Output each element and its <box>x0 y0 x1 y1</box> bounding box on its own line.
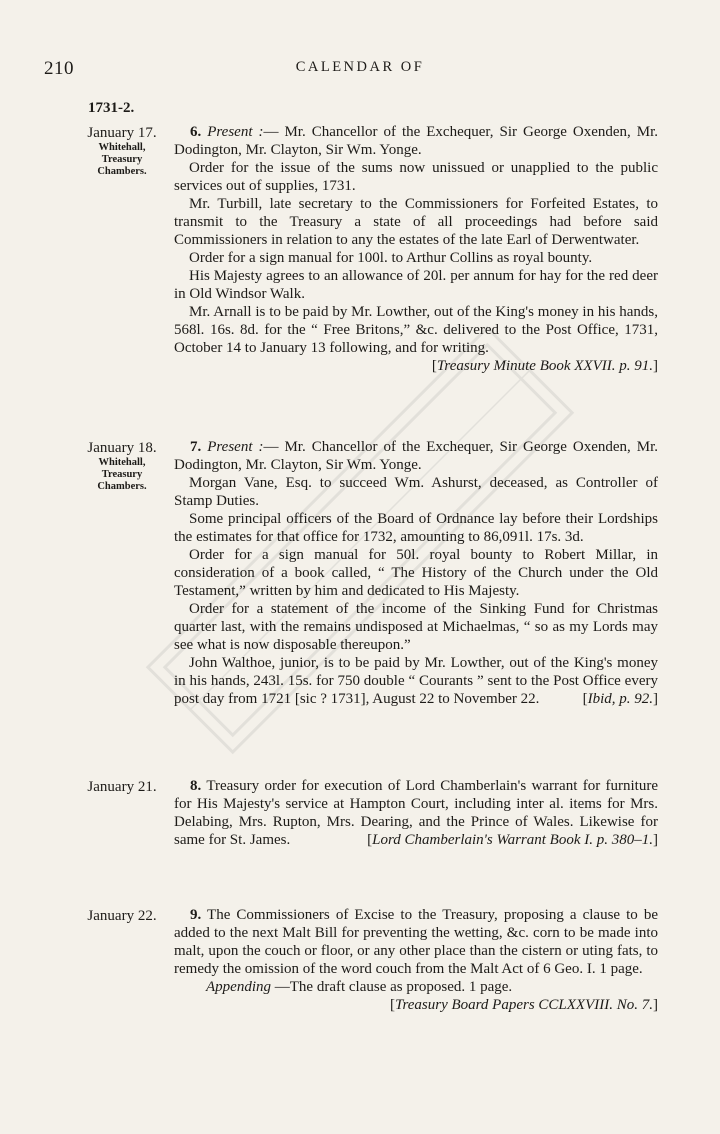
entry-body <box>174 438 658 708</box>
paragraph <box>174 906 658 978</box>
entry-place-line: Treasury <box>101 469 143 480</box>
paragraph: Order for the issue of the sums now unissued or unapplied to the public services out of supplies, 1731. <box>174 160 658 194</box>
paragraph: Order for a statement of the income of the Sinking Fund for Christmas quarter last, with the remains undisposed at Michaelmas, “ so as my Lords may see what is now disposable thereupon.” <box>174 601 658 653</box>
appending-note <box>174 978 658 996</box>
paragraph: His Majesty agrees to an allowance of 20l. per annum for hay for the red deer in Old Windsor Walk. <box>174 268 658 302</box>
entry-place-line: Whitehall, <box>98 457 146 468</box>
entry-margin <box>72 779 172 796</box>
page-header <box>0 58 720 82</box>
entry-margin <box>72 440 172 493</box>
entry-number: 6. <box>190 124 202 140</box>
source-reference: [Treasury Minute Book XXVII. p. 91.] <box>431 358 658 374</box>
present-label: Present : <box>207 124 264 140</box>
entry-body <box>174 906 658 1014</box>
entry-number: 8. <box>190 778 202 794</box>
paragraph: Morgan Vane, Esq. to succeed Wm. Ashurst, deceased, as Controller of Stamp Duties. <box>174 475 658 509</box>
entry-margin <box>72 908 172 925</box>
paragraph: Some principal officers of the Board of Ordnance lay before their Lordships the estimates for that office for 1732, amounting to 86,091l. 17s. 3d. <box>174 511 658 545</box>
paragraph: Mr. Arnall is to be paid by Mr. Lowther, out of the King's money in his hands, 568l. 16s. 8d. for the “ Free Britons,” &c. delivered to the Post Office, 1731, October 14 to January 13 following, and for writing. <box>174 304 658 356</box>
entry-date: January 17. <box>87 125 157 141</box>
paragraph: Mr. Turbill, late secretary to the Commissioners for Forfeited Estates, to transmit to the Treasury a state of all proceedings had before said Commissioners in relation to any the estates of the late Earl of Derwentwater. <box>174 196 658 248</box>
entry-place-line: Chambers. <box>97 166 147 177</box>
appending-label: Appending <box>206 979 271 995</box>
paragraph: John Walthoe, junior, is to be paid by Mr. Lowther, out of the King's money in his hands, 243l. 15s. for 750 double “ Courants ” sent to the Post Office every post day from 1721 [sic ? 1731], August 22 to November 22. <box>174 655 658 707</box>
paragraph: Order for a sign manual for 50l. royal bounty to Robert Millar, in consideration of a book called, “ The History of the Church under the Old Testament,” written by him and dedicated to His Majesty. <box>174 547 658 599</box>
entry-body <box>174 123 658 375</box>
present-text: — Mr. Chancellor of the Exchequer, Sir George Oxenden, Mr. Dodington, Mr. Clayton, Sir Wm. Yonge. <box>174 439 658 473</box>
source-reference: [Ibid, p. 92.] <box>582 691 658 707</box>
present-text: — Mr. Chancellor of the Exchequer, Sir George Oxenden, Mr. Dodington, Mr. Clayton, Sir Wm. Yonge. <box>174 124 658 158</box>
entry-date: January 21. <box>87 779 157 795</box>
entry-body <box>174 777 658 849</box>
source-reference: [Lord Chamberlain's Warrant Book I. p. 380–1.] <box>367 832 658 848</box>
entry-date: January 22. <box>87 908 157 924</box>
entry-place-line: Whitehall, <box>98 142 146 153</box>
running-title: CALENDAR OF <box>295 59 425 75</box>
paragraph: Order for a sign manual for 100l. to Arthur Collins as royal bounty. <box>189 250 593 266</box>
appending-text: —The draft clause as proposed. 1 page. <box>271 979 513 995</box>
entry-text: The Commissioners of Excise to the Treasury, proposing a clause to be added to the next Malt Bill for preventing the wetting, &c. corn to be made into malt, upon the couch or floor, or any other place than the cistern or uting fats, to remedy the omission of the word couch from the Malt Act of 6 Geo. I. 1 page. <box>174 907 659 977</box>
page-number: 210 <box>44 58 74 79</box>
entry-date: January 18. <box>87 440 157 456</box>
entry-place-line: Chambers. <box>97 481 147 492</box>
entry-place-line: Treasury <box>101 154 143 165</box>
attendance-paragraph <box>174 438 658 474</box>
entry-number: 7. <box>190 439 202 455</box>
entry-text: Treasury order for execution of Lord Chamberlain's warrant for furniture for His Majesty's service at Hampton Court, including inter al. items for Mrs. Delabing, Mrs. Rupton, Mrs. Dearing, and the Prince of Wales. Likewise for same for St. James. <box>174 778 659 848</box>
source-reference: [Treasury Board Papers CCLXXVIII. No. 7.] <box>389 997 658 1013</box>
attendance-paragraph <box>174 123 658 159</box>
present-label: Present : <box>207 439 264 455</box>
entry-number: 9. <box>190 907 202 923</box>
year-heading: 1731-2. <box>88 100 135 116</box>
entry-margin <box>72 125 172 178</box>
